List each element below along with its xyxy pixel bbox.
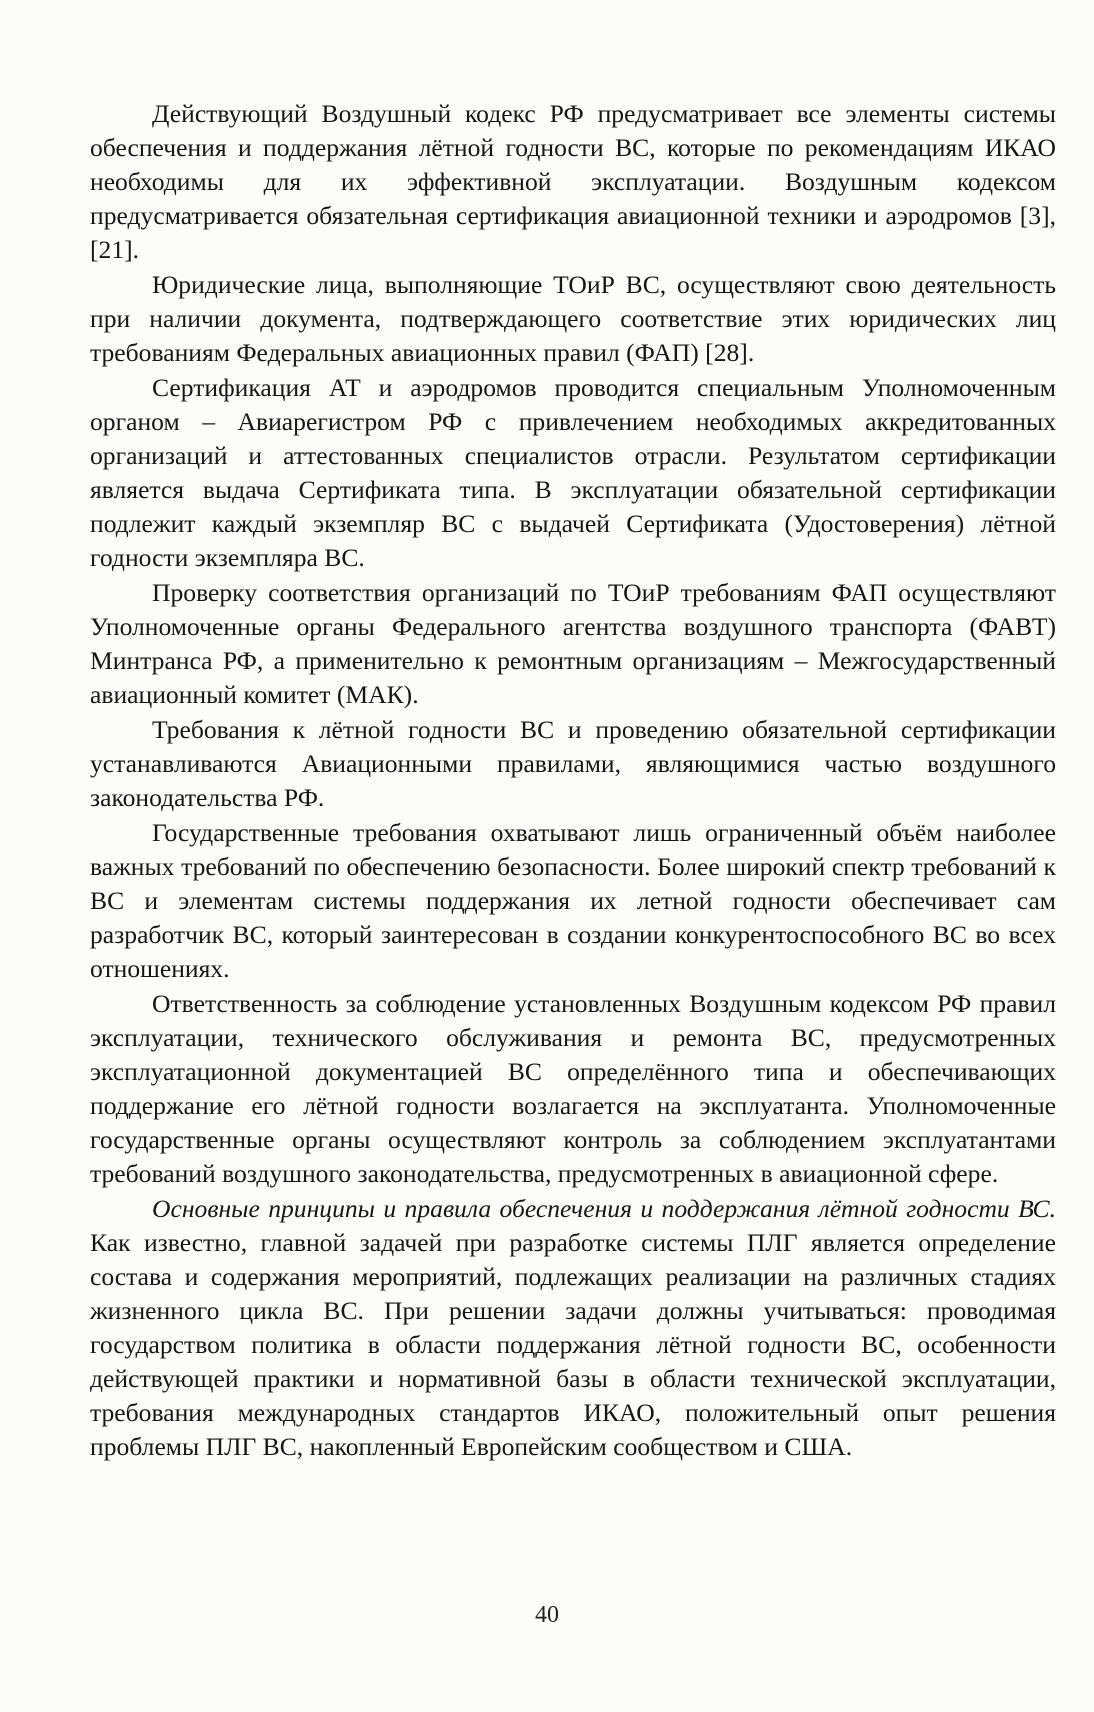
page-number: 40: [535, 1602, 559, 1628]
paragraph-text: Требования к лётной годности ВС и проведению обязательной сертификации устанавливаются Авиационными правилами, являющимися частью воздушного законодательства РФ.: [90, 715, 1056, 812]
paragraph: [90, 816, 1056, 986]
paragraph-text: Проверку соответствия организаций по ТОиР требованиям ФАП осуществляют Уполномоченные органы Федерального агентства воздушного транспорта (ФАВТ) Минтранса РФ, а применительно к ремонтным организациям – Межгосударственный авиационный комитет (МАК).: [90, 578, 1056, 709]
paragraph: [90, 371, 1056, 575]
paragraph: [90, 987, 1056, 1191]
paragraph-text: Юридические лица, выполняющие ТОиР ВС, осуществляют свою деятельность при наличии документа, подтверждающего соответствие этих юридических лиц требованиям Федеральных авиационных правил (ФАП) [28].: [90, 270, 1056, 367]
body-text: [90, 97, 1056, 1465]
paragraph: [90, 576, 1056, 712]
paragraph-lead-italic: Основные принципы и правила обеспечения и поддержания лётной годности ВС.: [152, 1194, 1056, 1223]
paragraph-text: Сертификация АТ и аэродромов проводится специальным Уполномоченным органом – Авиарегистром РФ с привлечением необходимых аккредитованных организаций и аттестованных специалистов отрасли. Результатом сертификации является выдача Сертификата типа. В эксплуатации обязательной сертификации подлежит каждый экземпляр ВС с выдачей Сертификата (Удостоверения) лётной годности экземпляра ВС.: [90, 373, 1056, 572]
paragraph: [90, 97, 1056, 267]
paragraph-text: Ответственность за соблюдение установленных Воздушным кодексом РФ правил эксплуатации, технического обслуживания и ремонта ВС, предусмотренных эксплуатационной документацией ВС определённого типа и обеспечивающих поддержание его лётной годности возлагается на эксплуатанта. Уполномоченные государственные органы осуществляют контроль за соблюдением эксплуатантами требований воздушного законодательства, предусмотренных в авиационной сфере.: [90, 989, 1056, 1188]
paragraph-text: Государственные требования охватывают лишь ограниченный объём наиболее важных требований по обеспечению безопасности. Более широкий спектр требований к ВС и элементам системы поддержания их летной годности обеспечивает сам разработчик ВС, который заинтересован в создании конкурентоспособного ВС во всех отношениях.: [90, 818, 1056, 983]
paragraph-text: Действующий Воздушный кодекс РФ предусматривает все элементы системы обеспечения и поддержания лётной годности ВС, которые по рекомендациям ИКАО необходимы для их эффективной эксплуатации. Воздушным кодексом предусматривается обязательная сертификация авиационной техники и аэродромов [3], [21].: [90, 99, 1056, 264]
paragraph: [90, 268, 1056, 370]
paragraph-text: Как известно, главной задачей при разработке системы ПЛГ является определение состава и содержания мероприятий, подлежащих реализации на различных стадиях жизненного цикла ВС. При решении задачи должны учитываться: проводимая государством политика в области поддержания лётной годности ВС, особенности действующей практики и нормативной базы в области технической эксплуатации, требования международных стандартов ИКАО, положительный опыт решения проблемы ПЛГ ВС, накопленный Европейским сообществом и США.: [90, 1228, 1056, 1461]
paragraph: [90, 713, 1056, 815]
paragraph: [90, 1192, 1056, 1464]
